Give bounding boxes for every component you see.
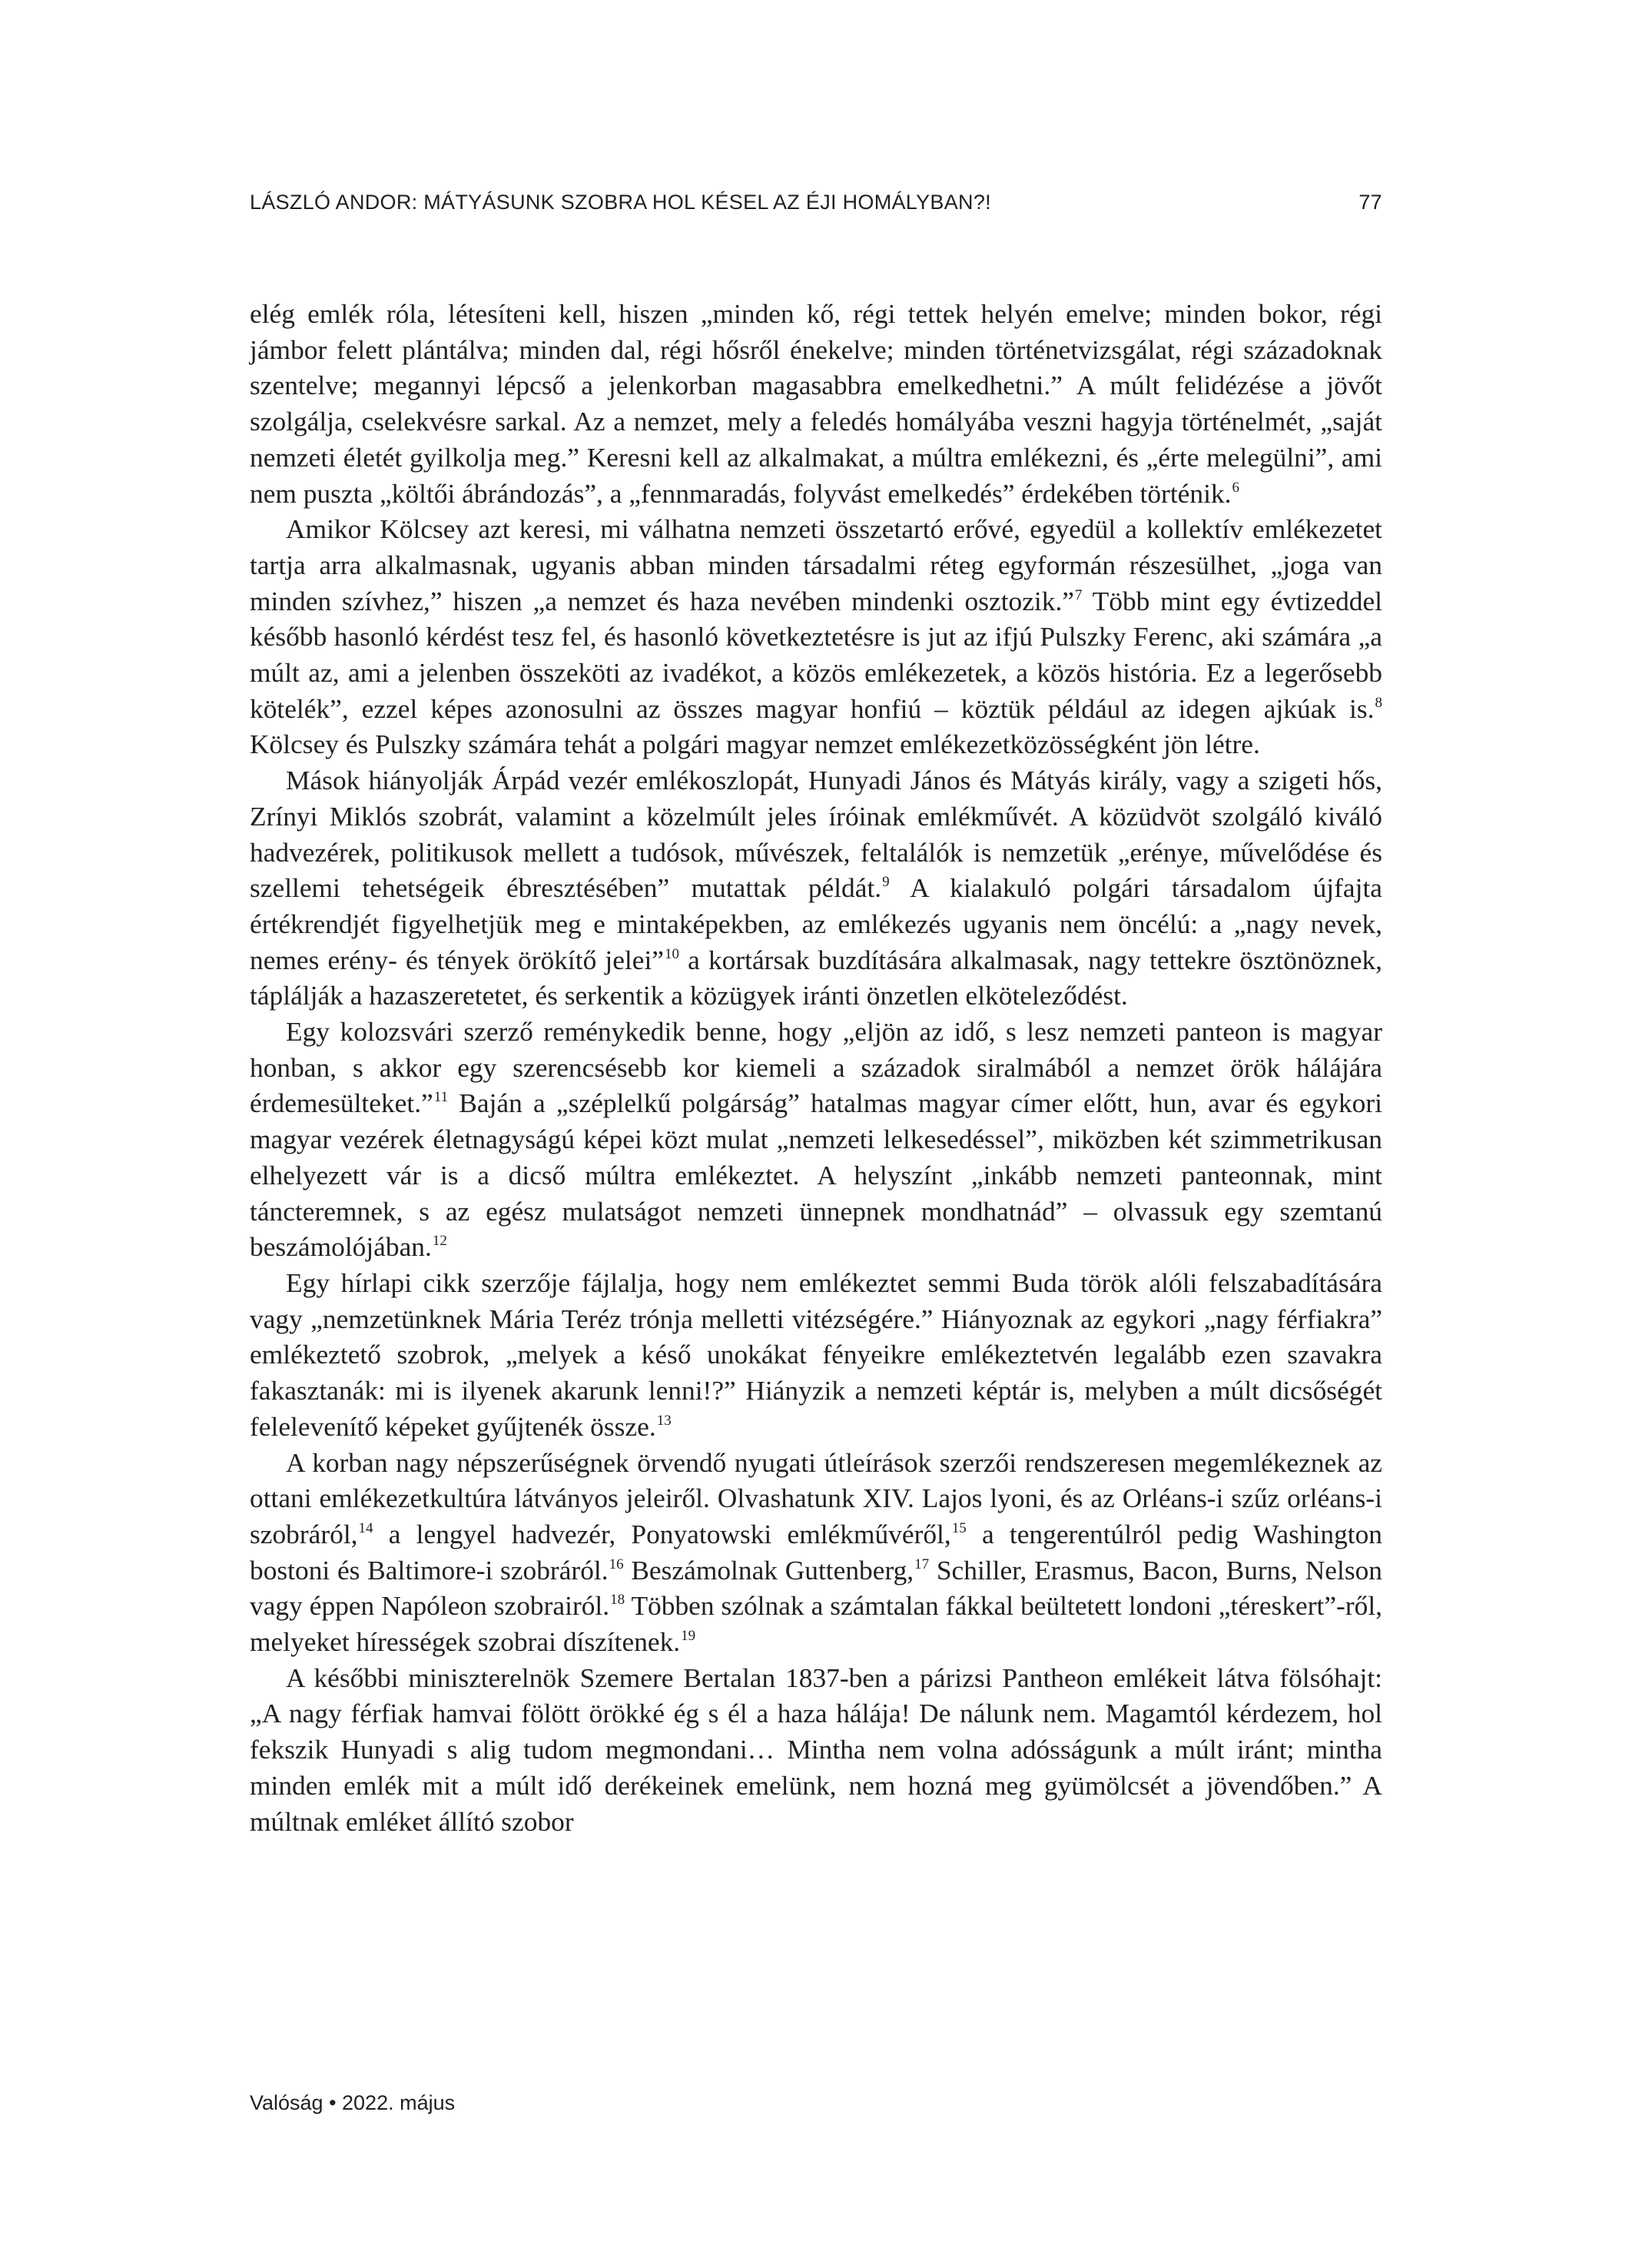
text-run: Több mint egy évtizeddel később hasonló kérdést tesz fel, és hasonló következtetésre is jut az ifjú Pulszky Ferenc, aki számára „a múlt az, ami a jelenben összeköti az ivadékot, a közös emlékezetek, a közös história. Ez a legerősebb kötelék”, ezzel képes azonosulni az összes magyar honfiú – köztük például az idegen ajkúak is. (250, 585, 1382, 724)
footnote-marker: 12 (432, 1233, 447, 1250)
text-run: a tengerentúlról pedig Washington bostoni és Baltimore-i szobráról. (250, 1518, 1383, 1586)
footnote-marker: 17 (914, 1556, 930, 1572)
paragraph (250, 1445, 1382, 1660)
footnote-marker: 19 (681, 1628, 696, 1645)
text-run: elég emlék róla, létesíteni kell, hiszen „minden kő, régi tettek helyén emelve; minden bokor, régi jámbor felett plántálva; minden dal, régi hősről énekelve; minden történetvizsgálat, régi századoknak szentelve; megannyi lépcső a jelenkorban magasabbra emelkedhetni.” A múlt felidézése a jövőt szolgálja, cselekvésre sarkal. Az a nemzet, mely a feledés homályába veszni hagyja történelmét, „saját nemzeti életét gyilkolja meg.” Keresni kell az alkalmakat, a múltra emlékezni, és „érte melegülni”, ami nem puszta „költői ábrándozás”, a „fennmaradás, folyvást emelkedés” érdekében történik. (250, 298, 1382, 509)
footnote-marker: 16 (609, 1556, 624, 1572)
text-run: Schiller, Erasmus, Bacon, Burns, Nelson vagy éppen Napóleon szobrairól. (250, 1554, 1382, 1622)
text-run: Baján a „széplelkű polgárság” hatalmas magyar címer előtt, hun, avar és egykori magyar vezérek életnagyságú képei közt mulat „nemzeti lelkesedéssel”, miközben két szimmetrikusan elhelyezett vár is a dicső múltra emlékeztet. A helyszínt „inkább nemzeti panteonnak, mint táncteremnek, s az egész mulatságot nemzeti ünnepnek mondhatnád” – olvassuk egy szemtanú beszámolójában. (250, 1088, 1382, 1263)
paragraph (250, 1660, 1382, 1840)
text-run: A korban nagy népszerűségnek örvendő nyugati útleírások szerzői rendszeresen megemlékeznek az ottani emlékezetkultúra látványos jeleiről. Olvashatunk XIV. Lajos lyoni, és az Orléans-i szűz orléans-i szobráról, (250, 1446, 1382, 1549)
paragraph (250, 296, 1382, 511)
footnote-marker: 6 (1232, 479, 1239, 496)
text-run: Mások hiányolják Árpád vezér emlékoszlopát, Hunyadi János és Mátyás király, vagy a szigeti hős, Zrínyi Miklós szobrát, valamint a közelmúlt jeles íróinak emlékművét. A közüdvöt szolgáló kiváló hadvezérek, politikusok mellett a tudósok, művészek, feltalálók is nemzetük „erénye, művelődése és szellemi tehetségeik ébresztésében” mutattak példát. (250, 765, 1382, 904)
text-run: Többen szólnak a számtalan fákkal beültetett londoni „téreskert”-ről, melyeket hírességek szobrai díszítenek. (250, 1590, 1382, 1658)
text-run: A kialakuló polgári társadalom újfajta értékrendjét figyelhetjük meg e mintaképekben, az emlékezés ugyanis nem öncélú: a „nagy nevek, nemes erény- és tények örökítő jelei” (250, 872, 1382, 975)
footnote-marker: 18 (610, 1592, 625, 1609)
text-run: Beszámolnak Guttenberg, (623, 1554, 914, 1586)
footnote-marker: 8 (1375, 694, 1382, 711)
running-title: LÁSZLÓ ANDOR: MÁTYÁSUNK SZOBRA HOL KÉSEL AZ ÉJI HOMÁLYBAN?! (250, 191, 991, 214)
text-run: Egy kolozsvári szerző reménykedik benne, hogy „eljön az idő, s lesz nemzeti panteon is magyar honban, s akkor egy szerencsésebb kor kiemeli a századok siralmából a nemzet örök hálájára érdemesülteket.” (250, 1016, 1382, 1119)
text-run: a kortársak buzdítására alkalmasak, nagy tettekre ösztönöznek, táplálják a hazaszeretetet, és serkentik a közügyek iránti önzetlen elköteleződést. (250, 944, 1382, 1011)
running-head (250, 191, 1382, 214)
footnote-marker: 11 (433, 1089, 449, 1106)
footnote-marker: 7 (1075, 586, 1083, 603)
footnote-marker: 15 (951, 1519, 967, 1536)
footnote-marker: 13 (656, 1412, 672, 1429)
text-run: Amikor Kölcsey azt keresi, mi válhatna nemzeti összetartó erővé, egyedül a kollektív emlékezetet tartja arra alkalmasnak, ugyanis abban minden társadalmi réteg egyformán részesülhet, „joga van minden szívhez,” hiszen „a nemzet és haza nevében mindenki osztozik.” (250, 513, 1382, 616)
page-number: 77 (1358, 191, 1382, 214)
footer-imprint: Valóság • 2022. május (250, 2091, 456, 2114)
article-body (250, 296, 1382, 1839)
footnote-marker: 9 (882, 874, 890, 891)
paragraph (250, 1265, 1382, 1445)
text-run: a lengyel hadvezér, Ponyatowski emlékművéről, (373, 1518, 951, 1549)
paragraph (250, 1014, 1382, 1265)
paragraph (250, 762, 1382, 1014)
text-run: Kölcsey és Pulszky számára tehát a polgári magyar nemzet emlékezetközösségként jön létre. (250, 729, 1260, 760)
paragraph (250, 511, 1382, 762)
text-run: Egy hírlapi cikk szerzője fájlalja, hogy nem emlékeztet semmi Buda török alóli felszabadítására vagy „nemzetünknek Mária Teréz trónja melletti vitézségére.” Hiányoznak az egykori „nagy férfiakra” emlékeztető szobrok, „melyek a késő unokákat fényeikre emlékeztetvén legalább ezen szavakra fakasztanák: mi is ilyenek akarunk lenni!?” Hiányzik a nemzeti képtár is, melyben a múlt dicsőségét felelevenítő képeket gyűjtenék össze. (250, 1267, 1382, 1442)
text-run: A későbbi miniszterelnök Szemere Bertalan 1837-ben a párizsi Pantheon emlékeit látva fölsóhajt: „A nagy férfiak hamvai fölött örökké ég s él a haza hálája! De nálunk nem. Magamtól kérdezem, hol fekszik Hunyadi s alig tudom megmondani… Mintha nem volna adósságunk a múlt iránt; mintha minden emlék mit a múlt idő derékeinek emelünk, nem hozná meg gyümölcsét a jövendőben.” A múltnak emléket állító szobor (250, 1662, 1382, 1837)
footnote-marker: 10 (665, 945, 680, 962)
footnote-marker: 14 (358, 1519, 373, 1536)
